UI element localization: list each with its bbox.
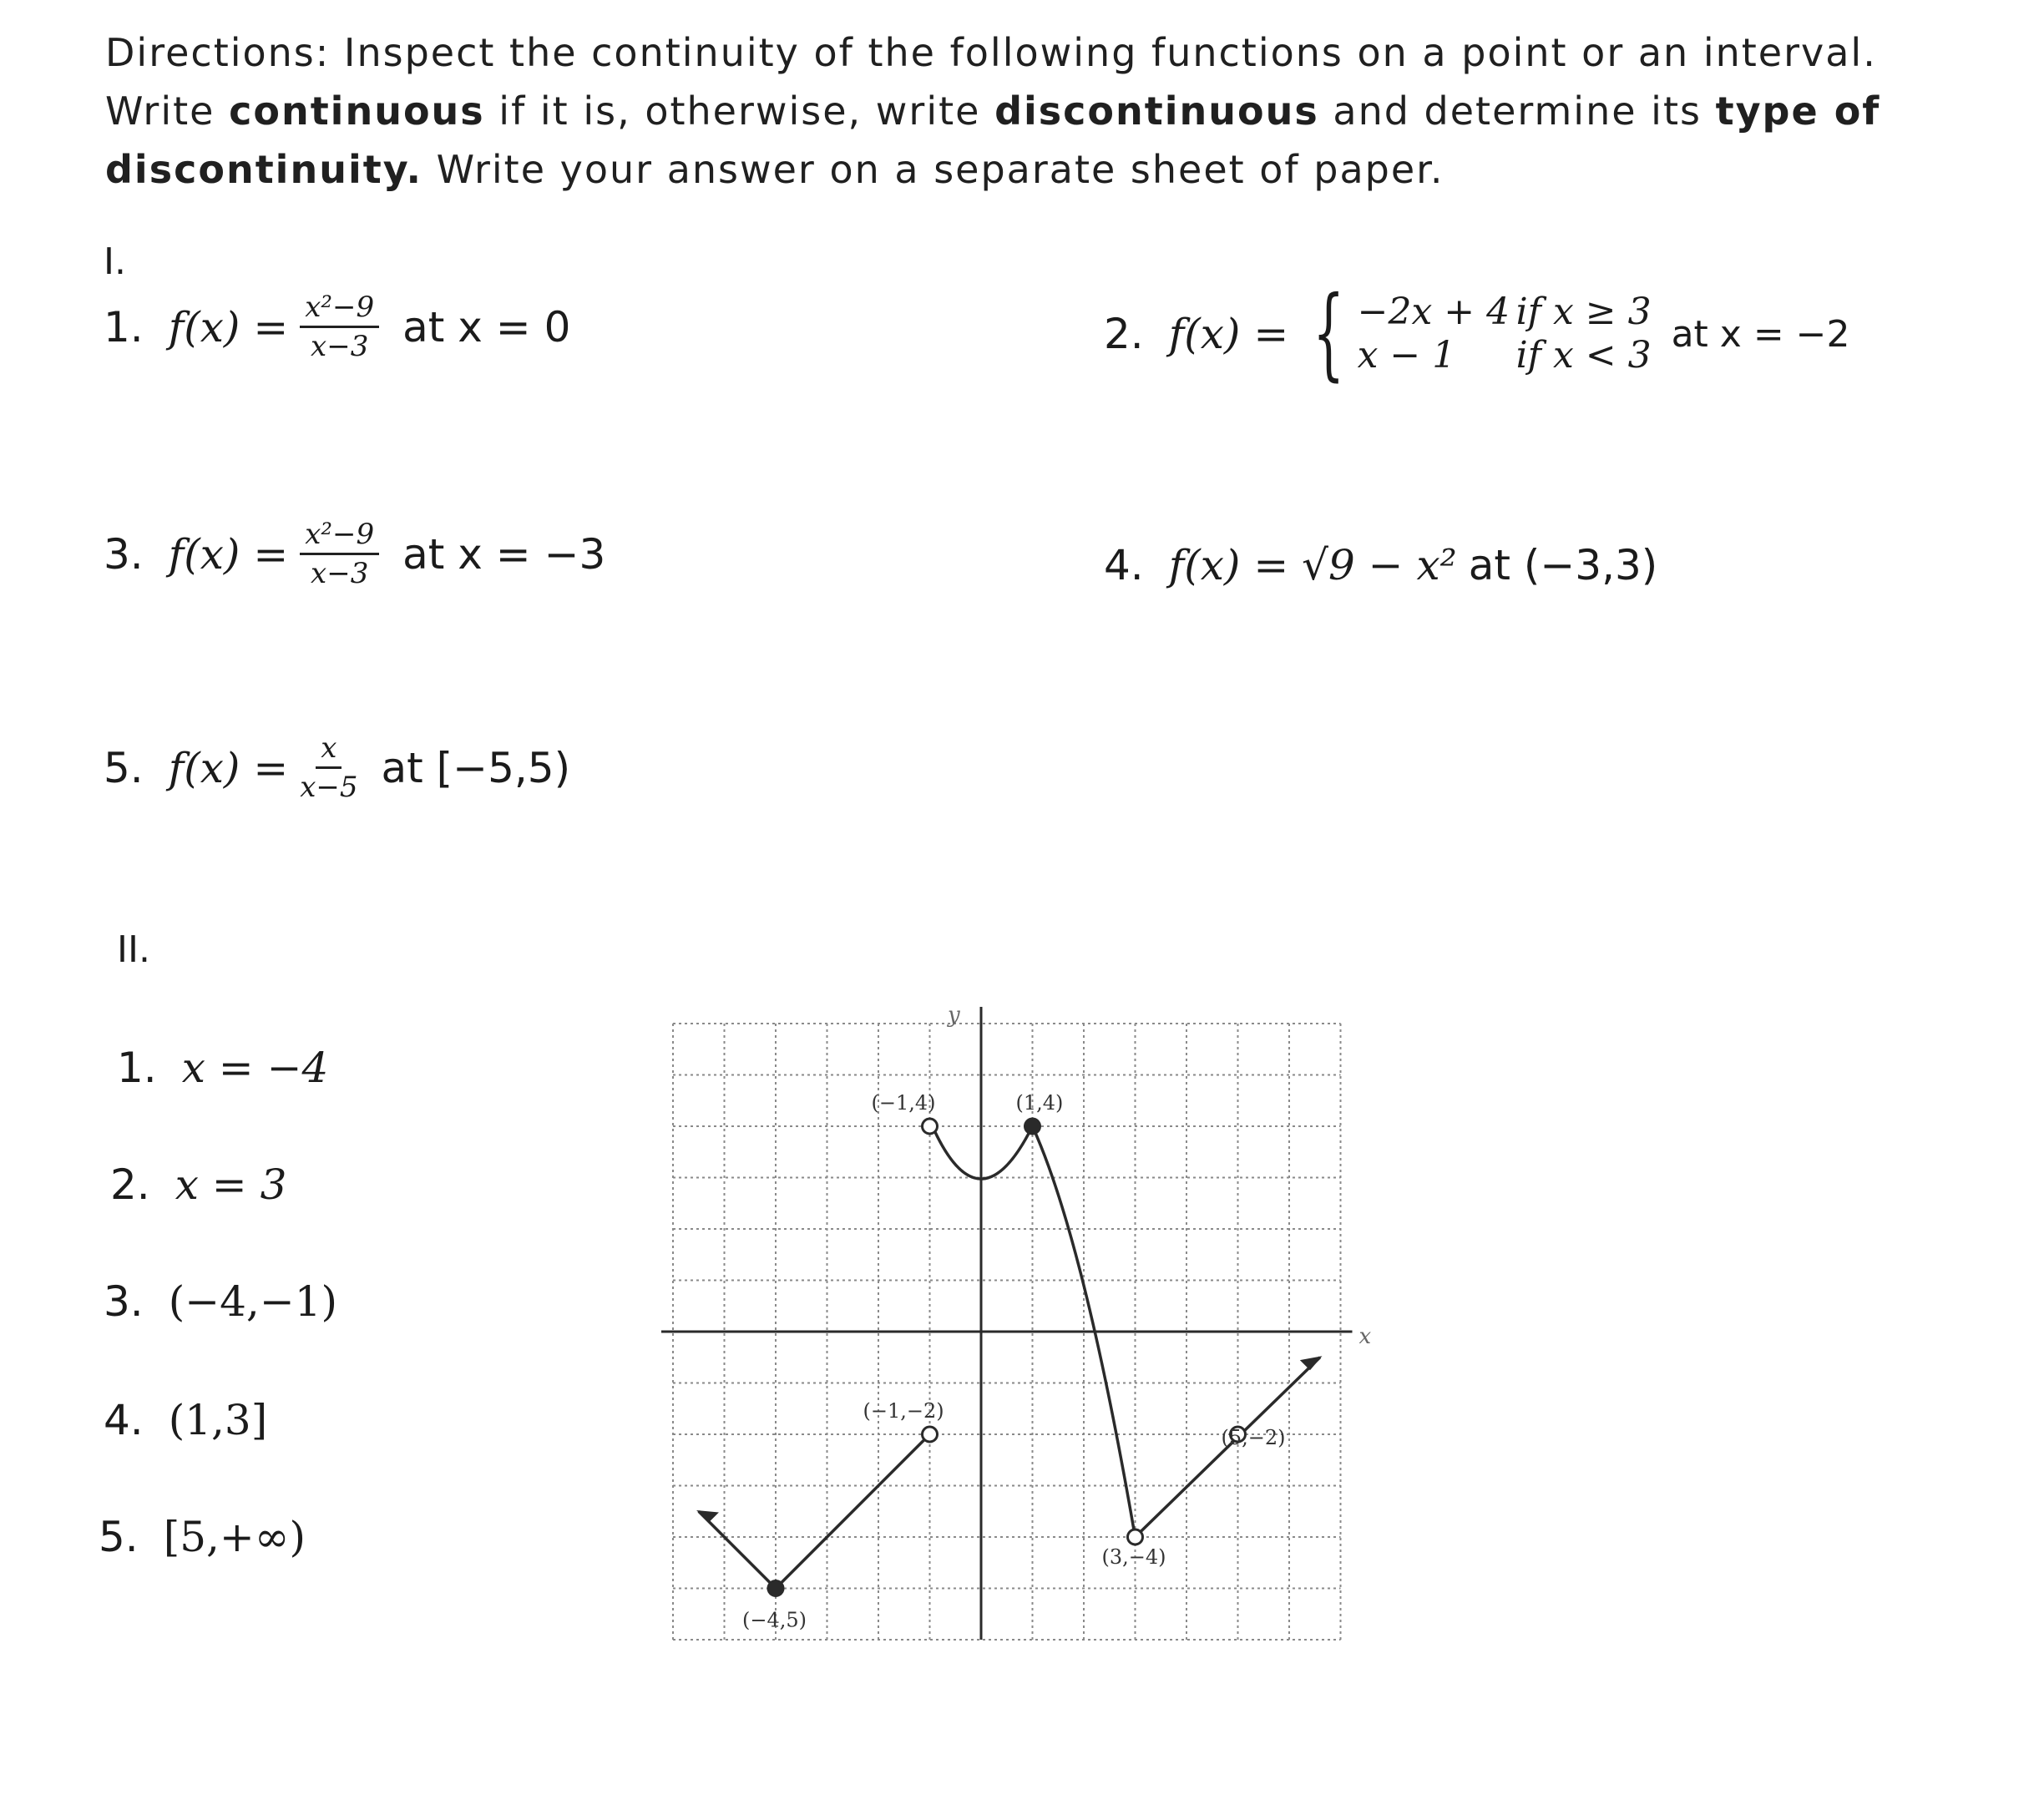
graph-canvas <box>651 993 1378 1678</box>
open-point <box>923 1427 938 1442</box>
problem-1-1 <box>104 291 570 363</box>
x-axis-label: x <box>1358 1324 1372 1349</box>
denominator: x−3 <box>311 557 369 590</box>
function-expression: f(x) = √9 − x² <box>1168 541 1457 589</box>
question-text: (−4,−1) <box>168 1277 338 1326</box>
y-axis-label: y <box>948 1003 960 1028</box>
case-2-expr: x − 1 <box>1357 334 1456 377</box>
problem-1-2 <box>1104 276 1850 392</box>
open-point <box>1128 1529 1143 1545</box>
closed-point <box>768 1581 783 1596</box>
point-label: (3,−4) <box>1101 1545 1166 1569</box>
problem-condition: at [−5,5) <box>381 743 571 792</box>
problem-number: 3. <box>104 529 144 579</box>
fraction <box>300 518 379 590</box>
graph-curves <box>699 1126 1320 1589</box>
point-label: (1,4) <box>1015 1091 1064 1115</box>
directions-text-1: Directions: Inspect the continuity of the following functions on a point or an interval. Write <box>105 30 1877 134</box>
case-1 <box>1358 291 1652 334</box>
fraction <box>300 731 357 804</box>
parabola-arc <box>935 1126 1033 1179</box>
directions-text-3: and determine its <box>1318 88 1716 134</box>
problem-number: 4. <box>1104 541 1144 589</box>
problem-condition: at x = −2 <box>1671 312 1850 356</box>
left-v-curve <box>699 1439 925 1589</box>
directions-bold-discontinuous: discontinuous <box>994 88 1319 134</box>
numerator: x²−9 <box>300 291 379 328</box>
question-number: 1. <box>117 1044 157 1092</box>
graph-labels <box>742 1091 1286 1632</box>
point-label: (−1,−2) <box>863 1399 944 1423</box>
question-2-4 <box>104 1396 267 1444</box>
function-graph <box>651 993 1378 1678</box>
point-label: (5,−2) <box>1221 1426 1286 1449</box>
problem-number: 5. <box>104 743 144 792</box>
left-brace: { <box>1313 276 1345 392</box>
question-2-3 <box>104 1277 337 1326</box>
question-number: 4. <box>104 1396 144 1444</box>
question-2-2 <box>110 1160 286 1209</box>
question-text: x = 3 <box>175 1160 287 1209</box>
case-1-condition: if x ≥ 3 <box>1515 291 1652 333</box>
problem-condition: at (−3,3) <box>1468 541 1658 589</box>
question-2-1 <box>117 1044 328 1092</box>
numerator: x <box>316 731 342 769</box>
problem-condition: at x = 0 <box>402 302 571 351</box>
case-2 <box>1358 334 1652 377</box>
open-point <box>923 1119 938 1134</box>
section-2-label: II. <box>117 928 150 971</box>
left-arrowhead <box>699 1511 717 1521</box>
problem-number: 2. <box>1104 310 1144 358</box>
point-label: (−1,4) <box>871 1091 936 1115</box>
question-text: (1,3] <box>168 1396 268 1444</box>
denominator: x−3 <box>311 330 369 363</box>
closed-point <box>1025 1119 1040 1134</box>
problem-number: 1. <box>104 302 144 351</box>
case-1-expr: −2x + 4 <box>1357 291 1510 333</box>
directions-text-2: if it is, otherwise, write <box>484 88 995 134</box>
case-2-condition: if x < 3 <box>1515 334 1652 377</box>
piecewise <box>1297 276 1652 392</box>
numerator: x²−9 <box>300 518 379 555</box>
function-lhs: f(x) = <box>168 743 289 792</box>
problem-1-4 <box>1104 541 1657 589</box>
problem-1-5 <box>104 731 570 804</box>
function-lhs: f(x) = <box>1168 310 1289 358</box>
directions-bold-continuous: continuous <box>229 88 485 134</box>
question-text: [5,+∞) <box>163 1513 306 1561</box>
function-lhs: f(x) = <box>168 529 289 579</box>
directions-bold-type: type of discontinuity. <box>105 88 1881 192</box>
point-label: (−4,5) <box>742 1608 807 1632</box>
function-lhs: f(x) = <box>168 302 289 351</box>
section-1-label: I. <box>104 240 126 283</box>
problem-condition: at x = −3 <box>402 529 606 579</box>
question-text: x = −4 <box>181 1044 329 1092</box>
directions-text-4: Write your answer on a separate sheet of paper. <box>422 147 1444 192</box>
denominator: x−5 <box>300 771 358 804</box>
cases <box>1358 291 1652 377</box>
question-2-5 <box>99 1513 306 1561</box>
directions <box>105 23 1909 199</box>
problem-1-3 <box>104 518 605 590</box>
question-number: 3. <box>104 1277 144 1326</box>
fraction <box>300 291 379 363</box>
question-number: 5. <box>99 1513 139 1561</box>
right-arrowhead <box>1302 1358 1320 1369</box>
question-number: 2. <box>110 1160 150 1209</box>
